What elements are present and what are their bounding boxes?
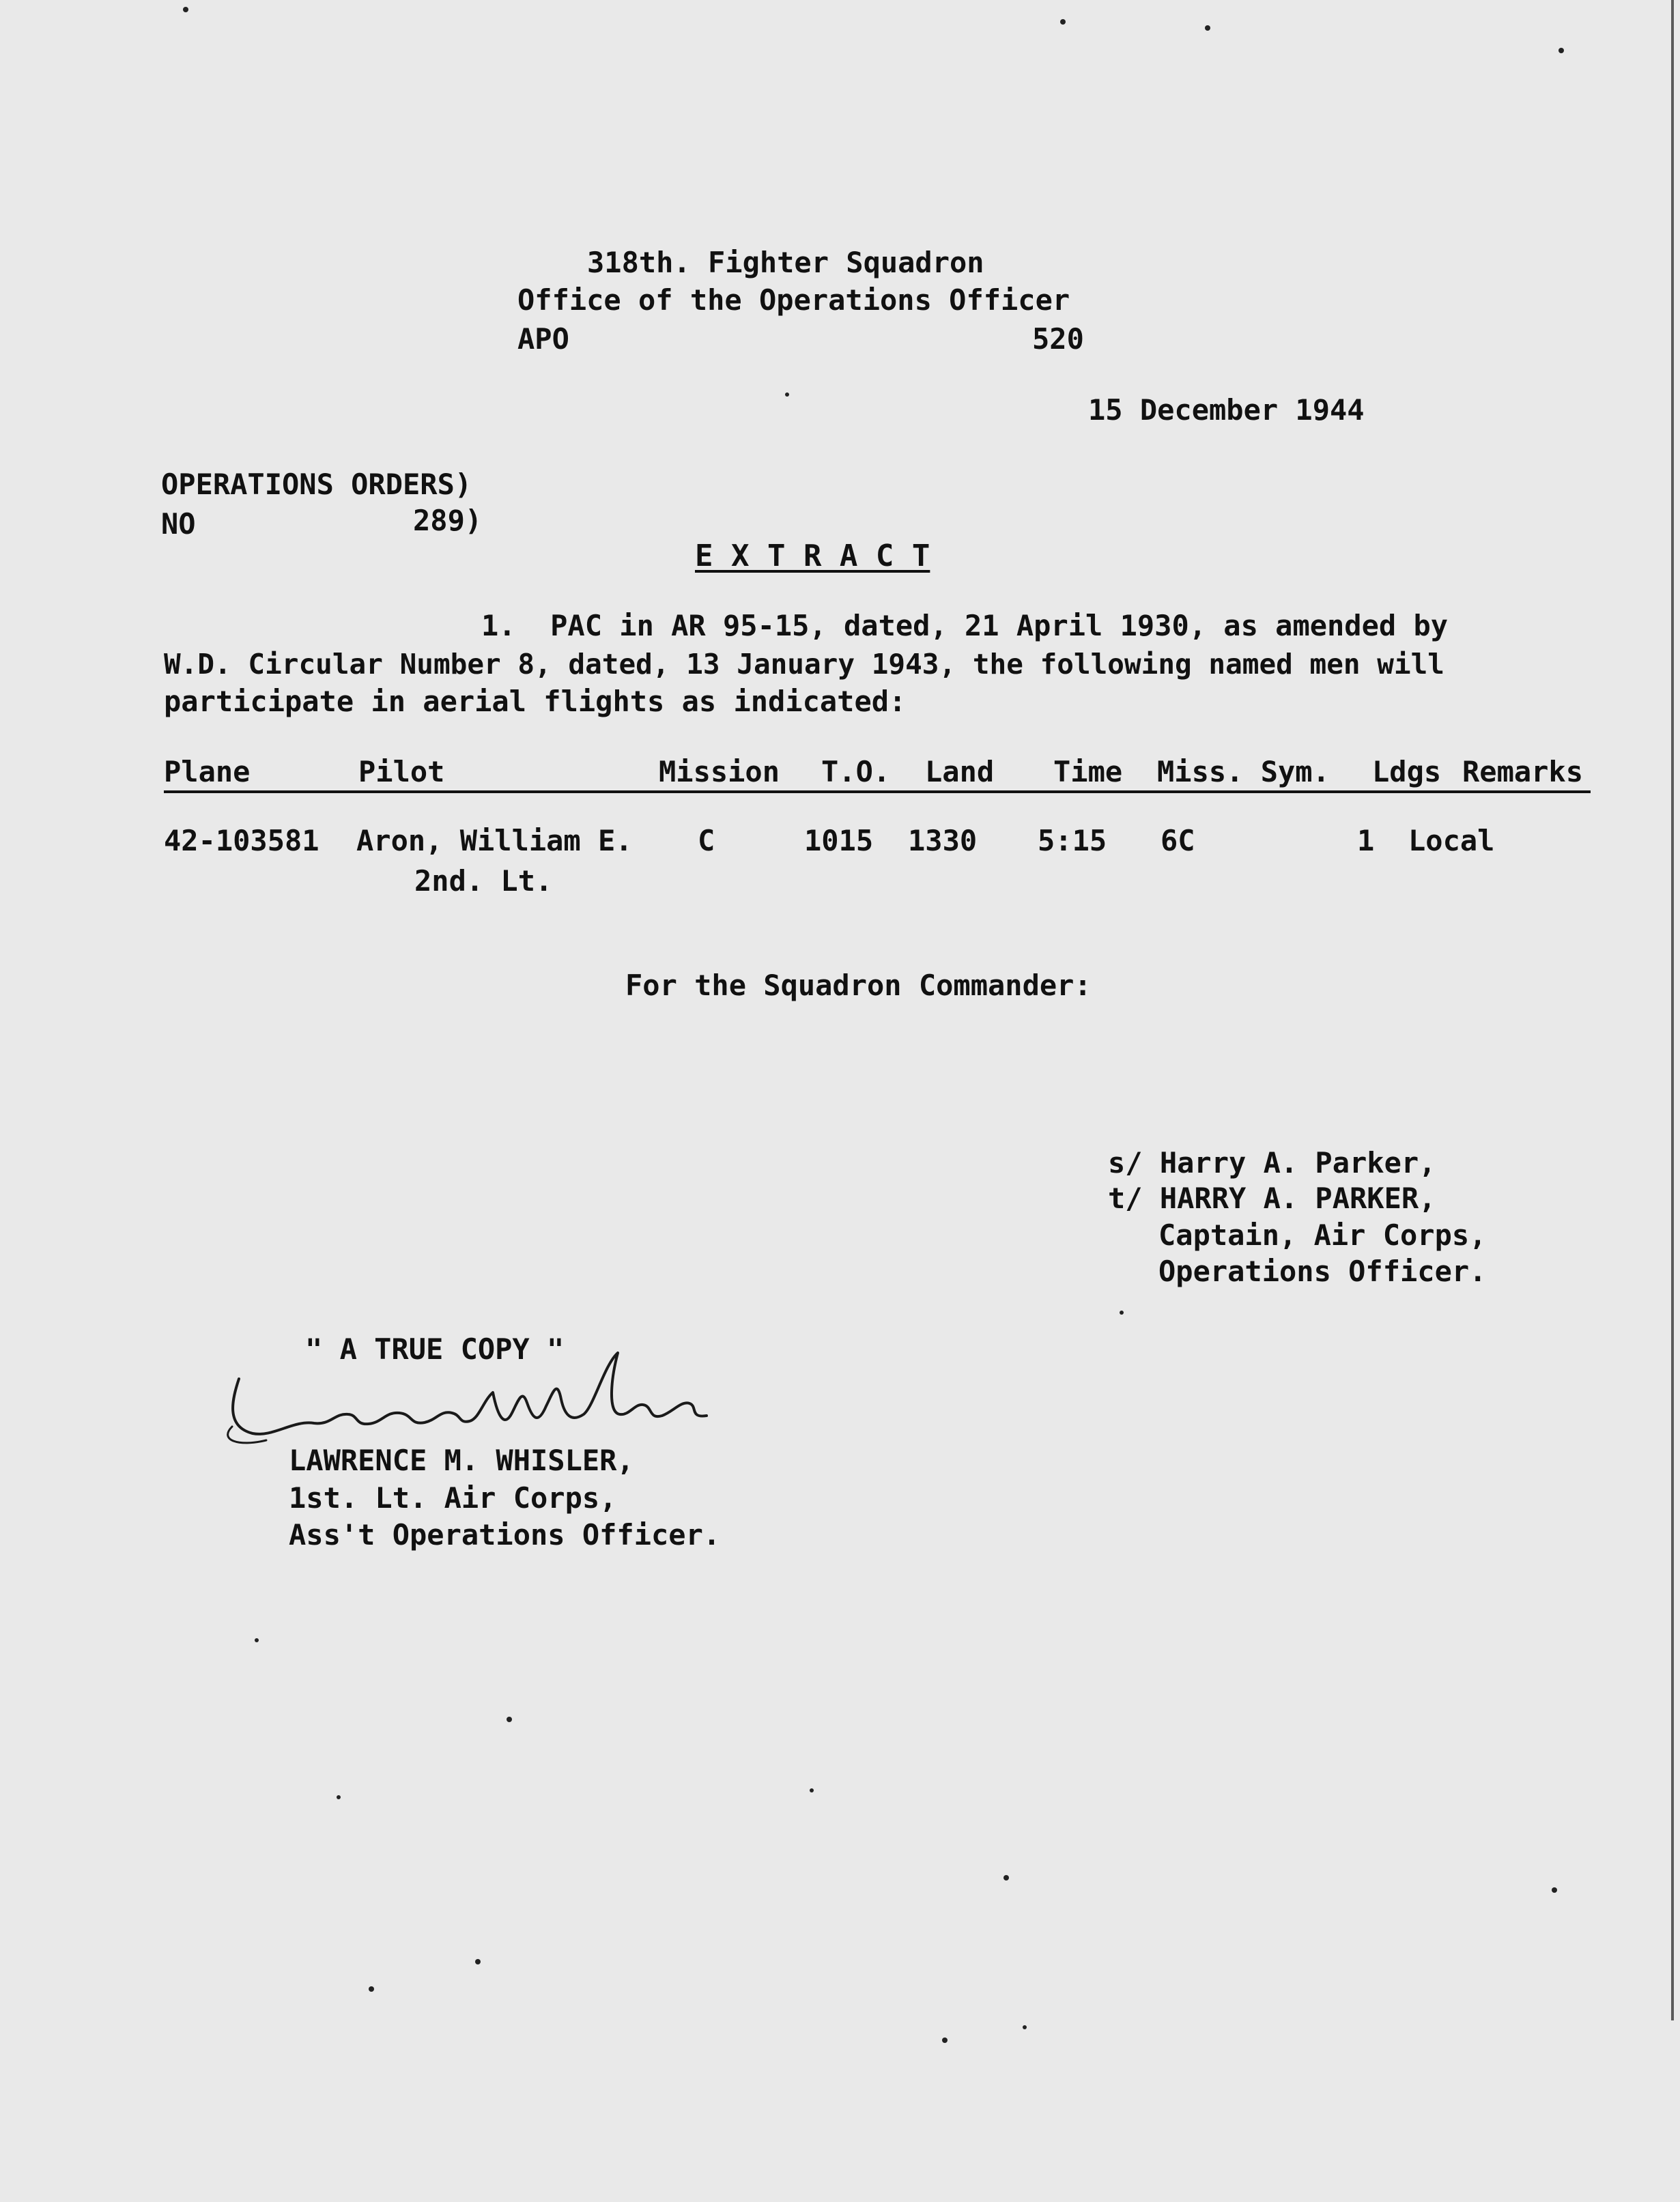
- unit-name: 318th. Fighter Squadron: [587, 246, 984, 279]
- col-header-mission: Mission: [659, 755, 780, 788]
- col-header-land: Land: [925, 755, 995, 788]
- operations-orders-label: OPERATIONS ORDERS): [161, 468, 472, 501]
- col-header-plane: Plane: [164, 755, 251, 788]
- col-header-ldgs: Ldgs: [1372, 755, 1442, 788]
- scan-speck: [1023, 2025, 1027, 2029]
- apo-label: APO: [517, 322, 569, 356]
- certifier-line-3: Ass't Operations Officer.: [289, 1518, 721, 1552]
- scan-speck: [1003, 1875, 1009, 1881]
- scan-speck: [337, 1795, 341, 1799]
- cell-plane: 42-103581: [164, 824, 319, 857]
- orders-no-value: 289): [413, 504, 483, 537]
- scan-speck: [1060, 19, 1066, 25]
- signer-line-4: Operations Officer.: [1158, 1255, 1487, 1288]
- paragraph-line-3: participate in aerial flights as indicated:: [164, 685, 907, 718]
- scan-speck: [1205, 25, 1210, 31]
- col-header-pilot: Pilot: [358, 755, 445, 788]
- cell-time: 5:15: [1038, 824, 1107, 857]
- signer-line-1: s/ Harry A. Parker,: [1108, 1146, 1436, 1179]
- paragraph-line-1: 1. PAC in AR 95-15, dated, 21 April 1930, as amended by: [481, 609, 1449, 642]
- signer-line-2: t/ HARRY A. PARKER,: [1108, 1182, 1436, 1215]
- paragraph-line-2: W.D. Circular Number 8, dated, 13 January 1943, the following named men will: [164, 648, 1444, 681]
- scan-speck: [1120, 1311, 1124, 1315]
- scan-speck: [785, 392, 789, 397]
- scan-speck: [1558, 48, 1564, 53]
- certifier-line-2: 1st. Lt. Air Corps,: [289, 1481, 617, 1515]
- page-edge: [1671, 0, 1674, 2020]
- scan-speck: [255, 1638, 259, 1642]
- col-header-remarks: Remarks: [1462, 755, 1584, 788]
- cell-mission: C: [698, 824, 715, 857]
- col-header-to: T.O.: [821, 755, 891, 788]
- orders-no-label: NO: [161, 507, 196, 541]
- col-header-miss-sym: Miss. Sym.: [1157, 755, 1330, 788]
- cell-miss-sym: 6C: [1161, 824, 1195, 857]
- header-underline: [164, 790, 1591, 793]
- scan-speck: [369, 1986, 374, 1992]
- true-copy-label: " A TRUE COPY ": [305, 1332, 565, 1366]
- scan-speck: [942, 2037, 948, 2043]
- cell-remarks: Local: [1408, 824, 1495, 857]
- scan-speck: [810, 1788, 814, 1792]
- cell-to: 1015: [804, 824, 874, 857]
- cell-rank: 2nd. Lt.: [414, 864, 553, 898]
- cell-pilot: Aron, William E.: [356, 824, 633, 857]
- scan-speck: [183, 7, 188, 12]
- cell-land: 1330: [908, 824, 978, 857]
- extract-title: E X T R A C T: [695, 539, 930, 573]
- signer-line-3: Captain, Air Corps,: [1158, 1218, 1487, 1252]
- scan-speck: [1552, 1887, 1557, 1893]
- office-name: Office of the Operations Officer: [517, 283, 1070, 317]
- scan-speck: [507, 1717, 512, 1722]
- col-header-time: Time: [1053, 755, 1123, 788]
- cell-ldgs: 1: [1357, 824, 1375, 857]
- scan-speck: [475, 1959, 481, 1964]
- order-date: 15 December 1944: [1088, 393, 1365, 427]
- for-commander-line: For the Squadron Commander:: [625, 969, 1092, 1002]
- apo-number: 520: [1032, 322, 1084, 356]
- certifier-line-1: LAWRENCE M. WHISLER,: [289, 1444, 634, 1477]
